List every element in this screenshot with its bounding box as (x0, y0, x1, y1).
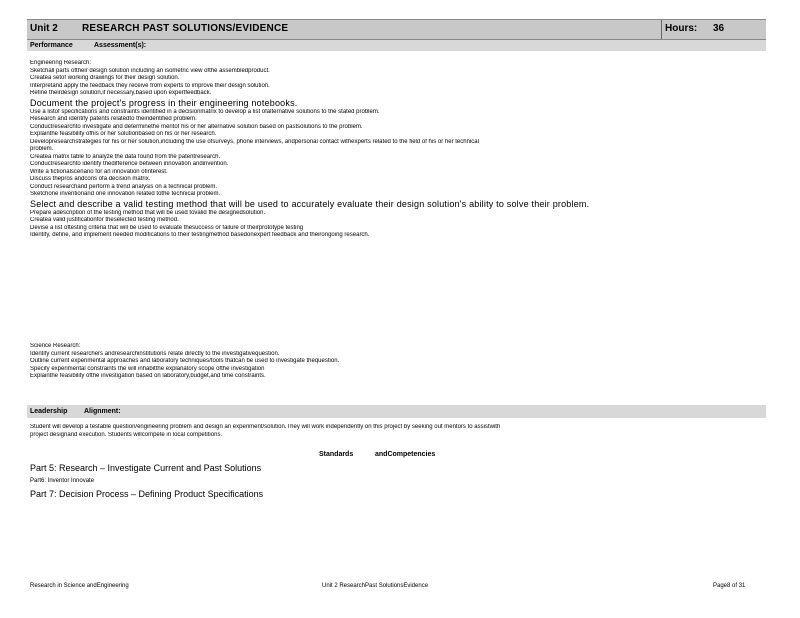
text-line: Engineering Research: (30, 60, 92, 66)
text-line: Interpretand apply the feedback they receive from experts to improve their design solution. (30, 82, 270, 89)
text-line: Sketchall parts oftheir design solution including an isometric view ofthe assembledproduct. (30, 67, 270, 74)
competencies-label: andCompetencies (375, 451, 436, 458)
footer-left: Research in Science andEngineering (30, 583, 129, 589)
text-line: Createa matrix table to analyze the data found from the patentresearch. (30, 153, 221, 160)
text-line: Sketchone inventionand one innovation related tothe technical problem. (30, 191, 221, 197)
text-line: Conduct researchand perform a trend analysis on a technical problem. (30, 183, 218, 190)
text-line: Refine theirdesign solution,if necessary,based upon expertfeedback. (30, 90, 212, 96)
text-line: Conductresearchto identify thedifference between innovation andinvention. (30, 161, 229, 167)
science-research-section (30, 343, 760, 381)
assessment-label: Assessment(s): (94, 42, 147, 49)
text-line: Developresearchstrategies for his or her solution,including the use ofsurveys, phone interviews, andpersonal contact withexperts related to the field of his or her technical (30, 138, 479, 145)
header-divider (661, 20, 662, 39)
text-line: problem. (30, 146, 54, 152)
unit-label: Unit 2 (30, 23, 58, 34)
text-line: Identify, define, and implement needed modifications to their testingmethod basedonexpert feedback and theirongoing research. (30, 232, 370, 238)
text-line: Specify experimental constraints the will inhabitthe explanatory scope ofthe investigation (30, 365, 265, 372)
testing-sentence: Select and describe a valid testing method that will be used to accurately evaluate their design solution's ability to solve their problem. (30, 198, 590, 209)
text-line: Outline current experimental approaches and laboratory techniques/tools thatcan be used to investigate thequestion. (30, 358, 340, 364)
performance-label: Performance (30, 42, 73, 49)
text-line: Discuss thepros andcons ofa decision matrix. (30, 176, 151, 182)
unit-header-bar (27, 19, 766, 40)
leadership-section (30, 424, 760, 439)
text-line: Createa setof working drawings for their design solution. (30, 75, 180, 81)
text-line: Explainthe feasibility ofhis or her solutionbased on his or her research. (30, 131, 217, 137)
text-line: Explainthe feasibility ofthe investigation based on laboratory,budget,and time constraints. (30, 373, 266, 379)
text-line: Conductresearchto investigate and determinethe meritof his or her alternative solution based on pastsolutions to the problem. (30, 123, 363, 130)
standards-label: Standards (319, 451, 354, 458)
leadership-label: Leadership (30, 408, 68, 415)
text-line: Prepare adescription of the testing method that will be used tovalid the designedsolution. (30, 209, 266, 216)
part5-heading: Part 5: Research – Investigate Current and Past Solutions (30, 463, 262, 473)
text-line: project designand execution. Students willcompete in local competitions. (30, 431, 223, 438)
engineering-research-section (30, 60, 760, 240)
unit-title: RESEARCH PAST SOLUTIONS/EVIDENCE (82, 23, 289, 34)
performance-bar (27, 40, 766, 51)
hours-value: 36 (713, 23, 725, 34)
text-line: Science Research: (30, 343, 81, 349)
leadership-bar (27, 405, 766, 418)
text-line: Use a listof specifications and constraints identified in a decisionmatrix to develop a list ofalternative solutions to the stated problem. (30, 108, 380, 115)
text-line: Createa valid justificationfor theselected testing method. (30, 217, 179, 223)
hours-label: Hours: (665, 23, 698, 34)
standards-heading (27, 450, 766, 462)
footer-center: Unit 2 ResearchPast SolutionsEvidence (322, 583, 429, 589)
alignment-label: Alignment: (84, 408, 121, 415)
text-line: Student will develop a testable question/engineering problem and design an experiment/solution.They will work independently on this project by seeking out mentors to assistwith (30, 424, 501, 430)
notebook-sentence: Document the project's progress in their engineering notebooks. (30, 97, 298, 108)
text-line: Identify current researchers andresearchinstitutions relate directly to the investigativequestion. (30, 350, 280, 357)
part6-heading: Part6: Inventor Innovate (30, 478, 95, 484)
text-line: Devise a list oftesting criteria that will be used to evaluate thesuccess or failure of theirprototype testing (30, 224, 304, 231)
part7-heading: Part 7: Decision Process – Defining Product Specifications (30, 489, 264, 499)
text-line: Research and identify patents relatedto theiridentified problem. (30, 116, 197, 122)
footer-page-number: Page8 of 31 (713, 583, 746, 589)
text-line: Write a fictionalscenario for an innovation ofinterest. (30, 168, 168, 175)
